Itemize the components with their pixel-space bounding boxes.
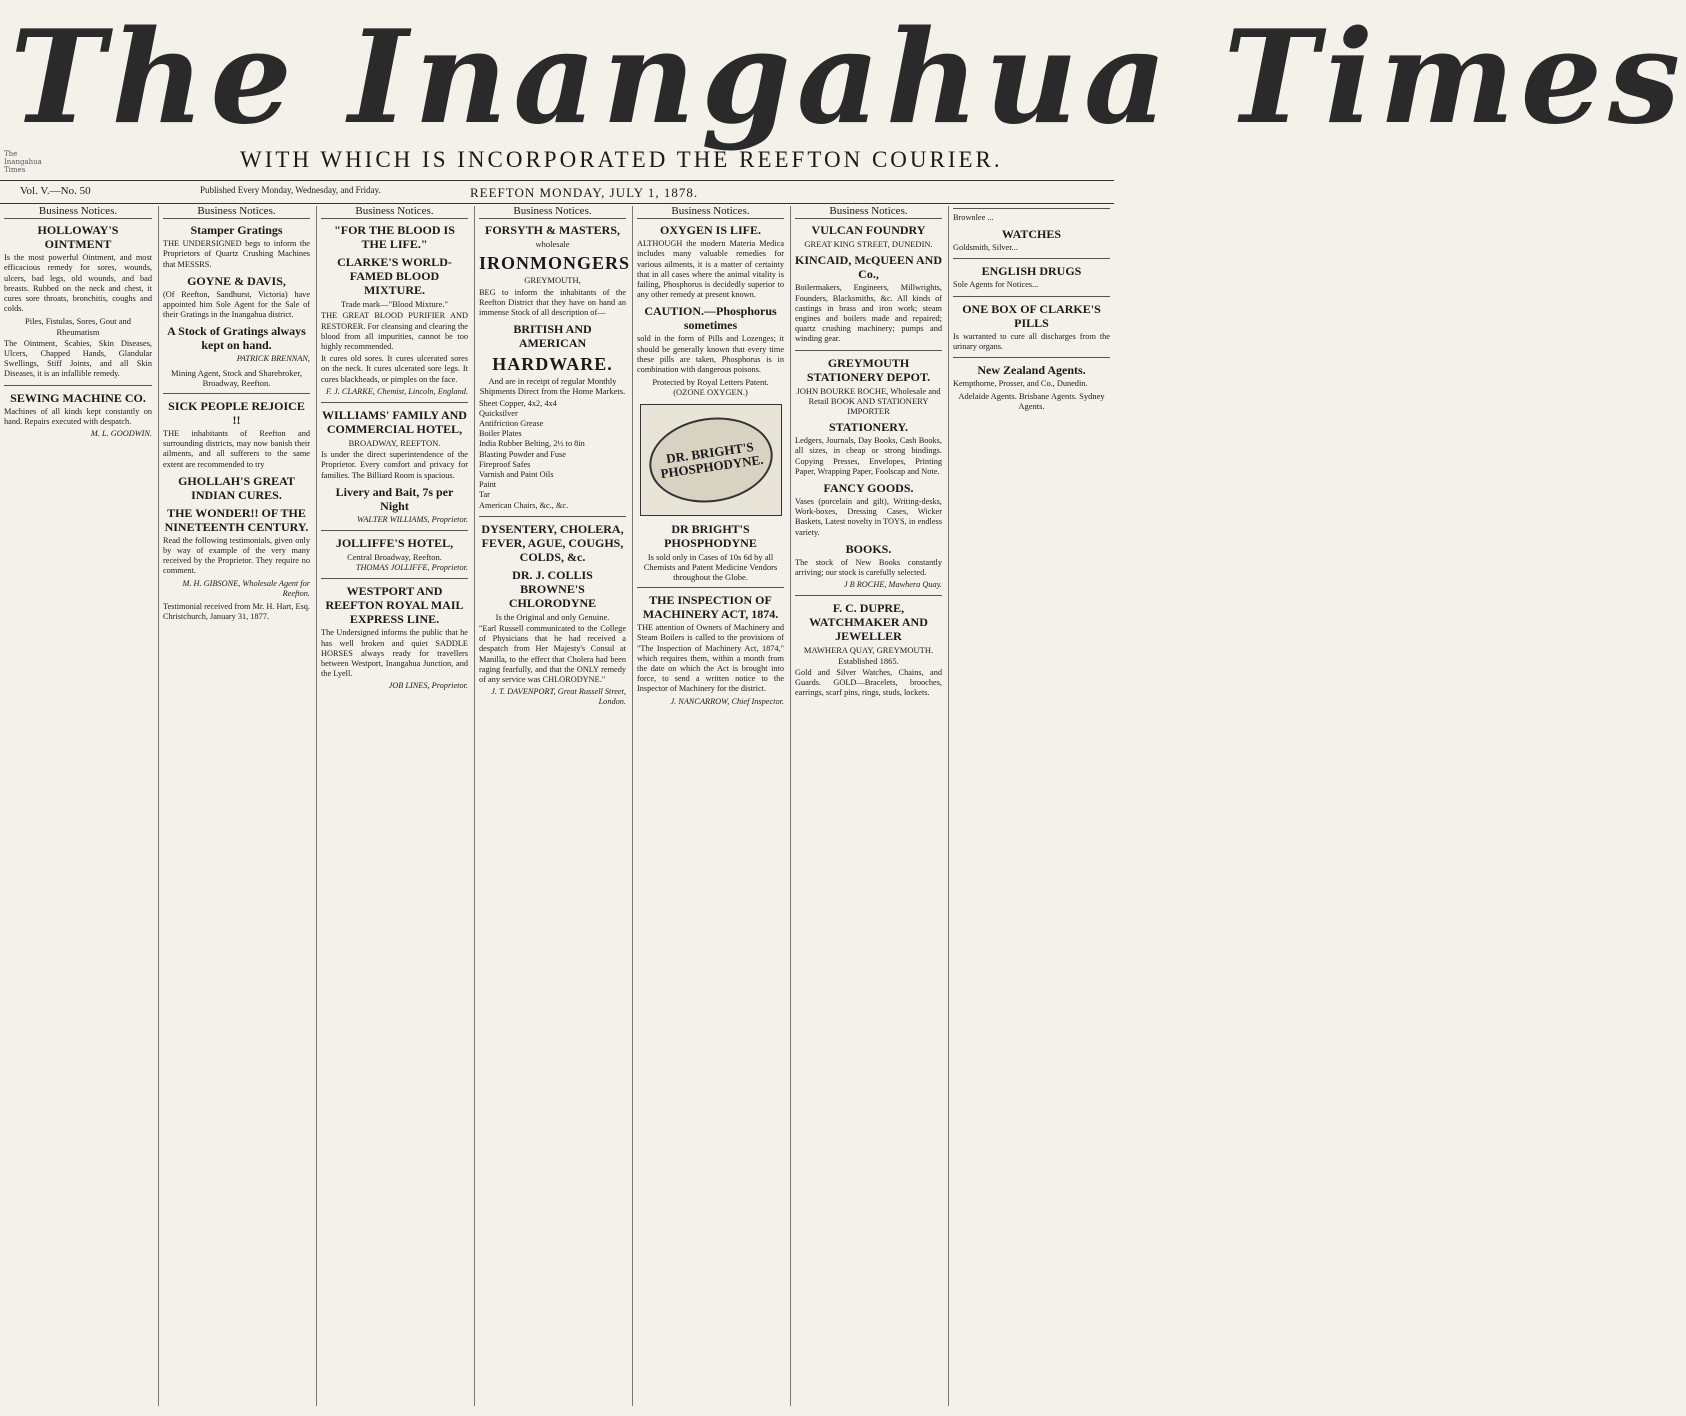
advert-subheading: Piles, Fistulas, Sores, Gout and Rheumatism (24, 316, 132, 337)
seal-icon: DR. BRIGHT'S PHOSPHODYNE. (643, 409, 777, 509)
advert-body: Is the most powerful Ointment, and most efficacious remedy for sores, wounds, ulcers, bad legs, old wounds, and bad breasts. Rubbed on the neck and chest, it cures sore throats, bronchitis, coughs and colds. (4, 253, 152, 314)
advert-heading: OXYGEN IS LIFE. (659, 223, 762, 238)
advert-heading: WILLIAMS' FAMILY AND COMMERCIAL HOTEL, (322, 408, 467, 437)
divider (321, 530, 468, 531)
advert-body: Read the following testimonials, given only by way of example of the very many received by the Proprietor. They require no comment. (163, 535, 310, 576)
advert-body: THE attention of Owners of Machinery and Steam Boilers is called to the provisions of "The Inspection of Machinery Act, 1874," which requires them, within a month from the date on which the Act is brought into force, to send a written notice to the Inspector of Machinery for the district. (637, 623, 784, 694)
advert-body: Is warranted to cure all discharges from the urinary organs. (953, 331, 1110, 351)
divider (321, 402, 468, 403)
advert-signature: JOB LINES, Proprietor. (388, 681, 468, 691)
divider (163, 393, 310, 394)
volume-number: Vol. V.—No. 50 (20, 185, 91, 197)
advert-subheading: Central Broadway, Reefton. (347, 552, 442, 563)
list-item: Fireproof Safes (479, 459, 531, 469)
advert-body: Vases (porcelain and gilt), Writing-desks, Work-boxes, Dressing Cases, Wicker Baskets, Latest novelty in TOYS, in endless variety. (795, 497, 942, 537)
divider (953, 357, 1110, 358)
advert-heading: New Zealand Agents. (977, 363, 1086, 378)
advert-heading: ENGLISH DRUGS (981, 264, 1082, 279)
advert-subheading: Is sold only in Cases of 10s 6d by all Chemists and Patent Medicine Vendors throughout the Globe. (643, 551, 778, 583)
advert-body: The Undersigned informs the public that he has well broken and quiet SADDLE HORSES always ready for travellers between Westport, Inangahua Junction, and the Lyell. (321, 628, 468, 679)
advert-heading: FANCY GOODS. (823, 481, 914, 496)
advert-heading: A Stock of Gratings always kept on hand. (167, 324, 306, 353)
advert-signature: WALTER WILLIAMS, Proprietor. (357, 514, 468, 524)
advert-body: Kempthorne, Prosser, and Co., Dunedin. (953, 379, 1088, 389)
advert-signature: M. L. GOODWIN. (90, 429, 152, 439)
advert-body: It cures old sores. It cures ulcerated sores on the neck. It cures ulcerated sore legs. It cures blackheads, or pimples on the face. (321, 354, 468, 384)
advert-body: sold in the form of Pills and Lozenges; it should be generally known that every time these pills are taken, Phosphorus is in combination with dangerous poisons. (637, 334, 784, 375)
list-item: Antifriction Grease (479, 419, 544, 429)
advert-subheading: GREYMOUTH, (524, 275, 581, 286)
column-heading: Business Notices. (637, 206, 784, 219)
list-item: India Rubber Belting, 2½ to 8in (479, 439, 585, 449)
column-heading: Business Notices. (479, 206, 626, 219)
column-heading: Business Notices. (795, 206, 942, 219)
advert-heading: CAUTION.—Phosphorus sometimes (644, 304, 777, 333)
advert-heading: GOYNE & DAVIS, (187, 273, 286, 288)
divider (479, 516, 626, 517)
advert-heading: WESTPORT AND REEFTON ROYAL MAIL EXPRESS LINE. (325, 584, 464, 627)
advert-heading: F. C. DUPRE, WATCHMAKER AND JEWELLER (809, 601, 928, 644)
advert-body: ALTHOUGH the modern Materia Medica includes many valuable remedies for various ailments, it is a matter of certainty that in all cases where the animal vitality is failing, Phosphorus is decidedly superior to any other remedy at present known. (637, 239, 784, 300)
advert-body: THE inhabitants of Reefton and surrounding districts, may now banish their ailments, and all sufferers to the same extent are recommended to try (163, 429, 310, 469)
column-2 (158, 206, 314, 1406)
advert-heading: KINCAID, McQUEEN AND Co., (795, 253, 942, 282)
advert-subheading: Adelaide Agents. Brisbane Agents. Sydney Agents. (958, 391, 1105, 412)
advert-body: THE GREAT BLOOD PURIFIER AND RESTORER. For cleansing and clearing the blood from all impurities, cannot be too highly recommended. (321, 311, 468, 352)
advert-subheading: Trade mark—"Blood Mixture." (341, 299, 448, 310)
advert-heading: Livery and Bait, 7s per Night (335, 484, 454, 513)
divider (953, 296, 1110, 297)
masthead-edge-note: The Inangahua Times (4, 150, 42, 174)
list-item: American Chairs, &c., &c. (479, 500, 569, 510)
advert-body: Machines of all kinds kept constantly on hand. Repairs executed with despatch. (4, 406, 152, 426)
newspaper-title: The Inangahua Times (10, 3, 1686, 153)
advert-subheading: JOHN BOURKE ROCHE, Wholesale and Retail BOOK AND STATIONERY IMPORTER (796, 385, 941, 417)
advert-signature: F. J. CLARKE, Chemist, Lincoln, England. (325, 386, 468, 396)
advert-heading: STATIONERY. (828, 420, 909, 435)
phosphodyne-seal-illustration (640, 404, 782, 516)
advert-body: Gold and Silver Watches, Chains, and Guards. GOLD—Bracelets, brooches, earrings, scarf pins, rings, studs, lockets. (795, 667, 942, 698)
list-item: Quicksilver (479, 408, 518, 418)
list-item: Paint (479, 480, 497, 490)
column-6 (790, 206, 946, 1406)
advert-body: The stock of New Books constantly arriving; our stock is carefully selected. (795, 557, 942, 578)
advert-signature: J. T. DAVENPORT, Great Russell Street, London. (491, 687, 626, 707)
advert-heading: VULCAN FOUNDRY (811, 223, 926, 238)
publication-schedule: Published Every Monday, Wednesday, and Friday. (200, 185, 381, 195)
list-item: Varnish and Paint Oils (479, 470, 554, 480)
column-heading: Business Notices. (163, 206, 310, 219)
column-heading: Business Notices. (4, 206, 152, 219)
divider (953, 258, 1110, 259)
advert-heading: DR BRIGHT'S PHOSPHODYNE (664, 521, 757, 550)
advert-heading: WATCHES (1001, 227, 1062, 242)
column-7 (948, 206, 1114, 1406)
column-3 (316, 206, 472, 1406)
advert-subheading: Mining Agent, Stock and Sharebroker, Broadway, Reefton. (171, 367, 302, 388)
column-5 (632, 206, 788, 1406)
list-item: Tar (479, 490, 490, 500)
list-item: Sheet Copper, 4x2, 4x4 (479, 398, 557, 408)
advert-subheading: MAWHERA QUAY, GREYMOUTH. Established 1865. (803, 645, 934, 666)
dateline-bar (0, 180, 1114, 204)
list-item: Blasting Powder and Fuse (479, 449, 566, 459)
advert-body: Brownlee ... (953, 213, 994, 222)
advert-heading: GREYMOUTH STATIONERY DEPOT. (806, 355, 931, 384)
advert-large-heading: HARDWARE. (492, 354, 613, 375)
advert-heading: Stamper Gratings (190, 223, 283, 238)
advert-body: Ledgers, Journals, Day Books, Cash Books, all sizes, in cheap or strong bindings. Copying Presses, Envelopes, Printing Paper, Wrapping Paper, Foolscap and Note. (795, 436, 942, 476)
advert-body: THE UNDERSIGNED begs to inform the Proprietors of Quartz Crushing Machines that MESSRS. (163, 239, 310, 269)
advert-body: Sole Agents for Notices... (953, 280, 1039, 290)
advert-body: "Earl Russell communicated to the College of Physicians that he had received a despatch from Her Majesty's Consul at Manilla, to the effect that Cholera had been raging fearfully, and that the ONLY remedy of any service was CHLORODYNE." (479, 624, 626, 685)
column-heading: Business Notices. (321, 206, 468, 219)
advert-body: The Ointment, Scabies, Skin Diseases, Ulcers, Chapped Hands, Glandular Swellings, Stiff Joints, and all Skin Diseases, it is an infallible remedy. (4, 338, 152, 379)
advert-signature: THOMAS JOLLIFFE, Proprietor. (355, 563, 468, 573)
divider (4, 385, 152, 386)
advert-heading: DYSENTERY, CHOLERA, FEVER, AGUE, COUGHS, COLDS, &c. (481, 521, 624, 564)
advert-heading: BRITISH AND AMERICAN (513, 322, 592, 351)
newspaper-subtitle: WITH WHICH IS INCORPORATED THE REEFTON COURIER. (240, 147, 1003, 172)
advert-heading: BOOKS. (845, 541, 892, 556)
advert-large-heading: IRONMONGERS (479, 253, 631, 274)
advert-heading: FORSYTH & MASTERS, (484, 223, 621, 238)
advert-body: Is under the direct superintendence of the Proprietor. Every comfort and privacy for families. The Billiard Room is spacious. (321, 450, 468, 480)
masthead (0, 0, 1686, 190)
advert-signature: J B ROCHE, Mawhera Quay. (843, 580, 942, 590)
advert-heading: HOLLOWAY'S OINTMENT (37, 223, 119, 252)
column-4 (474, 206, 630, 1406)
advert-subheading: GREAT KING STREET, DUNEDIN. (804, 239, 933, 250)
advert-heading: SICK PEOPLE REJOICE !! (168, 399, 305, 428)
advert-signature: PATRICK BRENNAN, (236, 354, 310, 364)
advert-heading: "FOR THE BLOOD IS THE LIFE." (334, 223, 455, 252)
divider (795, 595, 942, 596)
advert-subheading: Protected by Royal Letters Patent. (OZONE OXYGEN.) (652, 377, 769, 398)
advert-heading: THE INSPECTION OF MACHINERY ACT, 1874. (642, 593, 779, 622)
advert-subheading: And are in receipt of regular Monthly Shipments Direct from the Home Markets. (479, 376, 626, 397)
divider (795, 350, 942, 351)
column-1 (0, 206, 156, 1406)
advert-subheading: BROADWAY, REEFTON. (348, 438, 441, 449)
advert-heading: ONE BOX OF CLARKE'S PILLS (962, 301, 1101, 330)
advert-heading: DR. J. COLLIS BROWNE'S CHLORODYNE (508, 567, 597, 610)
advert-subheading: Is the Original and only Genuine. (495, 611, 610, 622)
advert-body: BEG to inform the inhabitants of the Reefton District that they have on hand an immense Stock of all description of— (479, 287, 626, 318)
advert-signature: M. H. GIBSONE, Wholesale Agent for Reefton. (182, 578, 310, 598)
advert-body: Testimonial received from Mr. H. Hart, Esq. Christchurch, January 31, 1877. (163, 602, 310, 622)
advert-body: Boilermakers, Engineers, Millwrights, Founders, Blacksmiths, &c. All kinds of castings in brass and iron work; steam engines and boilers made and repaired; quartz crushing machinery; pumps and winding gear. (795, 283, 942, 344)
advert-body: (Of Reefton, Sandhurst, Victoria) have appointed him Sole Agent for the Sale of their Gratings in the Inangahua district. (163, 289, 310, 320)
divider (321, 578, 468, 579)
advert-heading: GHOLLAH'S GREAT INDIAN CURES. (178, 473, 295, 502)
advert-heading: THE WONDER!! OF THE NINETEENTH CENTURY. (164, 505, 309, 534)
advert-heading: CLARKE'S WORLD-FAMED BLOOD MIXTURE. (337, 255, 452, 298)
list-item: Boiler Plates (479, 429, 522, 439)
advert-signature: J. NANCARROW, Chief Inspector. (670, 696, 784, 706)
advert-subheading: wholesale (535, 239, 570, 250)
item-list (479, 399, 626, 511)
place-and-date: REEFTON MONDAY, JULY 1, 1878. (470, 185, 699, 200)
advert-body: Goldsmith, Silver... (953, 243, 1018, 253)
divider (637, 587, 784, 588)
advert-heading: JOLLIFFE'S HOTEL, (335, 536, 454, 551)
column-heading (953, 206, 1110, 209)
advert-heading: SEWING MACHINE CO. (10, 390, 146, 405)
